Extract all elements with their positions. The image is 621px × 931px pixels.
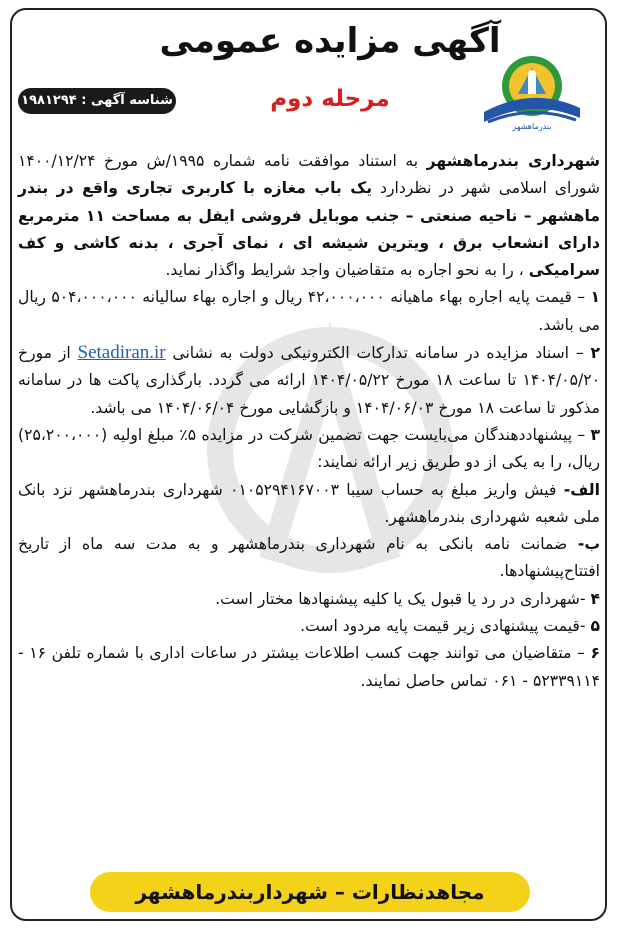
item-1 — [18, 284, 600, 339]
item-4-text: -شهرداری در رد یا قبول یک یا کلیه پیشنهادها مختار است. — [215, 589, 591, 608]
item-be-text: ضمانت نامه بانکی به نام شهرداری بندرماهشهر و به مدت سه ماه از تاریخ افتتاح‌پیشنهادها. — [18, 535, 600, 581]
intro-org: شهرداری بندرماهشهر — [426, 152, 600, 170]
intro-paragraph — [18, 148, 600, 284]
item-6-number: ۶ — [590, 644, 600, 663]
item-6 — [18, 640, 600, 695]
item-4-number: ۴ — [590, 589, 600, 608]
logo-caption: بندرماهشهر — [512, 122, 552, 131]
item-be-label: ب- — [577, 535, 600, 554]
item-4 — [18, 586, 600, 613]
intro-text-1: به استناد موافقت نامه شماره ۱۹۹۵/ش مورخ ۱۴۰۰/۱۲/۲۴ شورای اسلامی شهر در نظردارد — [18, 152, 600, 198]
item-3 — [18, 422, 600, 477]
item-5-text: -قیمت پیشنهادی زیر قیمت پایه مردود است. — [300, 617, 591, 636]
item-alef — [18, 477, 600, 532]
item-5 — [18, 613, 600, 640]
notice-id-badge: شناسه آگهی : ۱۹۸۱۲۹۴ — [18, 88, 176, 114]
item-6-text: – متقاضیان می توانند جهت کسب اطلاعات بیشتر در ساعات اداری با شماره تلفن ۱۶ - ۵۲۳۳۹۱۱۴ - ۰۶۱ تماس حاصل نمایند. — [18, 644, 600, 690]
item-be — [18, 531, 600, 586]
footer-signature: مجاهدنظارات – شهرداربندرماهشهر — [90, 872, 530, 912]
item-2-number: ۲ — [590, 344, 600, 363]
item-3-text: – پیشنهاددهندگان می‌بایست جهت تضمین شرکت در مزایده ۵٪ مبلغ اولیه (۲۵،۲۰۰،۰۰۰) ریال، را به یکی از دو طریق زیر ارائه نمایند: — [18, 425, 600, 472]
notice-body — [18, 148, 600, 866]
item-5-number: ۵ — [590, 617, 600, 636]
notice-stage: مرحله دوم — [270, 86, 390, 112]
item-2 — [18, 339, 600, 422]
setadiran-link[interactable]: Setadiran.ir — [77, 342, 166, 364]
item-2-text-1: – اسناد مزایده در سامانه تدارکات الکترونیکی دولت به نشانی — [165, 344, 591, 363]
item-alef-label: الف- — [563, 480, 601, 499]
intro-text-2: ، را به نحو اجاره به متقاضیان واجد شرایط واگذار نماید. — [165, 261, 529, 280]
notice-title: آگهی مزایده عمومی — [159, 21, 501, 61]
item-1-text: – قیمت پایه اجاره بهاء ماهیانه ۴۲،۰۰۰،۰۰۰ ریال و اجاره بهاء سالیانه ۵۰۴،۰۰۰،۰۰۰ ریال می باشد. — [18, 288, 600, 334]
item-alef-text: فیش واریز مبلغ به حساب سیبا ۰۱۰۵۲۹۴۱۶۷۰۰۳ شهرداری بندرماهشهر نزد بانک ملی شعبه شهرداری بندرماهشهر. — [18, 480, 600, 526]
item-1-number: ۱ — [590, 288, 600, 307]
item-2-text-2: از مورخ ۱۴۰۴/۰۵/۲۰ تا ساعت ۱۸ مورخ ۱۴۰۴/۰۵/۲۲ ارائه می گردد. بارگذاری پاکت ها در سامانه مذکور تا ساعت ۱۸ مورخ ۱۴۰۴/۰۶/۰۳ و بازگشایی مورخ ۱۴۰۴/۰۶/۰۴ می باشد. — [18, 344, 600, 417]
item-3-number: ۳ — [590, 425, 601, 444]
intro-property: یک باب مغازه با کاربری تجاری واقع در بندر ماهشهر – ناحیه صنعتی – جنب موبایل فروشی ایفل به مساحت ۱۱ مترمربع دارای انشعاب برق ، ویترین شیشه ای ، نمای آجری ، بدنه کاشی و کف سرامیکی — [18, 179, 601, 280]
